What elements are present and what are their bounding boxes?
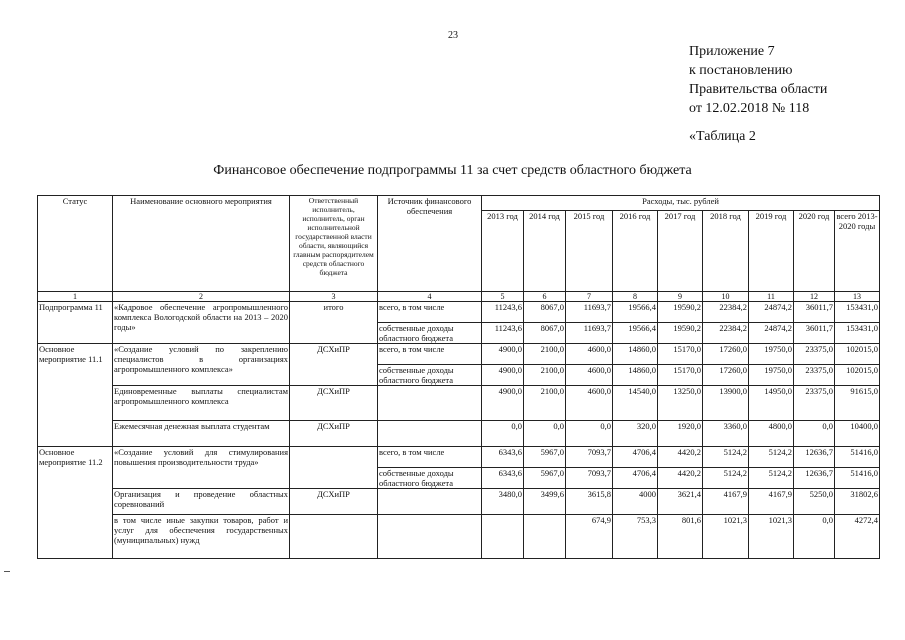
value-cell: 19566,4 (613, 323, 658, 344)
value-cell: 4900,0 (482, 344, 524, 365)
header-year: 2017 год (658, 211, 703, 292)
appendix-line: к постановлению (689, 63, 793, 78)
value-cell: 14860,0 (613, 344, 658, 365)
value-cell: 14540,0 (613, 386, 658, 421)
value-cell: 1021,3 (749, 515, 794, 559)
appendix-line: от 12.02.2018 № 118 (689, 101, 810, 116)
source-cell: всего, в том числе (378, 344, 482, 365)
value-cell: 0,0 (524, 421, 566, 447)
activity-name-cell: Ежемесячная денежная выплата студентам (113, 421, 290, 447)
source-cell: всего, в том числе (378, 302, 482, 323)
source-cell (378, 515, 482, 559)
value-cell: 24874,2 (749, 323, 794, 344)
responsible-cell: ДСХиПР (290, 386, 378, 421)
appendix-line: Правительства области (689, 82, 828, 97)
header-name: Наименование основного мероприятия (113, 196, 290, 292)
value-cell: 3621,4 (658, 489, 703, 515)
column-number: 12 (794, 292, 835, 302)
value-cell: 23375,0 (794, 365, 835, 386)
value-cell: 13250,0 (658, 386, 703, 421)
column-number: 11 (749, 292, 794, 302)
source-cell: собственные доходы областного бюджета (378, 323, 482, 344)
value-cell: 320,0 (613, 421, 658, 447)
value-cell: 23375,0 (794, 386, 835, 421)
total-value-cell: 4272,4 (835, 515, 880, 559)
appendix-line: Приложение 7 (689, 44, 775, 59)
total-value-cell: 51416,0 (835, 447, 880, 468)
value-cell: 14860,0 (613, 365, 658, 386)
responsible-cell: ДСХиПР (290, 344, 378, 386)
value-cell: 5250,0 (794, 489, 835, 515)
value-cell (524, 515, 566, 559)
value-cell: 8067,0 (524, 323, 566, 344)
value-cell: 5967,0 (524, 468, 566, 489)
table-row (38, 515, 880, 559)
header-expenses: Расходы, тыс. рублей (482, 196, 880, 211)
responsible-cell: итого (290, 302, 378, 344)
header-status: Статус (38, 196, 113, 292)
value-cell: 3360,0 (703, 421, 749, 447)
value-cell: 6343,6 (482, 468, 524, 489)
value-cell: 4600,0 (566, 386, 613, 421)
value-cell: 4706,4 (613, 447, 658, 468)
table-row (38, 447, 880, 468)
value-cell: 801,6 (658, 515, 703, 559)
value-cell: 0,0 (482, 421, 524, 447)
value-cell: 36011,7 (794, 302, 835, 323)
column-number: 7 (566, 292, 613, 302)
value-cell: 4600,0 (566, 365, 613, 386)
source-cell (378, 421, 482, 447)
value-cell: 15170,0 (658, 344, 703, 365)
value-cell: 15170,0 (658, 365, 703, 386)
value-cell: 3480,0 (482, 489, 524, 515)
scan-margin-mark (4, 571, 10, 572)
value-cell: 4000 (613, 489, 658, 515)
activity-name-cell: «Создание условий для стимулирования повышения производительности труда» (113, 447, 290, 489)
value-cell: 4800,0 (749, 421, 794, 447)
value-cell: 17260,0 (703, 365, 749, 386)
status-cell: Подпрограмма 11 (38, 302, 113, 344)
column-number: 2 (113, 292, 290, 302)
value-cell: 12636,7 (794, 447, 835, 468)
value-cell: 19590,2 (658, 323, 703, 344)
table-row (38, 344, 880, 365)
source-cell (378, 489, 482, 515)
page-number: 23 (448, 30, 458, 41)
column-number: 10 (703, 292, 749, 302)
total-value-cell: 153431,0 (835, 302, 880, 323)
total-value-cell: 10400,0 (835, 421, 880, 447)
source-cell: всего, в том числе (378, 447, 482, 468)
value-cell: 8067,0 (524, 302, 566, 323)
table-reference: «Таблица 2 (689, 129, 756, 144)
value-cell: 12636,7 (794, 468, 835, 489)
column-number: 5 (482, 292, 524, 302)
value-cell: 3499,6 (524, 489, 566, 515)
responsible-cell (290, 515, 378, 559)
source-cell (378, 386, 482, 421)
value-cell: 19566,4 (613, 302, 658, 323)
value-cell: 2100,0 (524, 365, 566, 386)
table-row (38, 386, 880, 421)
value-cell (482, 515, 524, 559)
column-number: 13 (835, 292, 880, 302)
financing-table (37, 195, 880, 559)
total-value-cell: 31802,6 (835, 489, 880, 515)
value-cell: 1021,3 (703, 515, 749, 559)
header-year: 2013 год (482, 211, 524, 292)
value-cell: 4900,0 (482, 386, 524, 421)
header-year: 2015 год (566, 211, 613, 292)
value-cell: 36011,7 (794, 323, 835, 344)
responsible-cell: ДСХиПР (290, 489, 378, 515)
value-cell: 13900,0 (703, 386, 749, 421)
value-cell: 674,9 (566, 515, 613, 559)
value-cell: 1920,0 (658, 421, 703, 447)
value-cell: 11693,7 (566, 302, 613, 323)
value-cell: 19590,2 (658, 302, 703, 323)
activity-name-cell: «Создание условий по закреплению специалистов в организациях агропромышленного комплекса» (113, 344, 290, 386)
value-cell: 753,3 (613, 515, 658, 559)
value-cell: 5124,2 (703, 468, 749, 489)
header-year: 2020 год (794, 211, 835, 292)
value-cell: 4167,9 (749, 489, 794, 515)
value-cell: 11243,6 (482, 302, 524, 323)
value-cell: 3615,8 (566, 489, 613, 515)
column-number: 8 (613, 292, 658, 302)
status-cell: Основное мероприятие 11.1 (38, 344, 113, 447)
value-cell: 24874,2 (749, 302, 794, 323)
column-number: 6 (524, 292, 566, 302)
status-cell: Основное мероприятие 11.2 (38, 447, 113, 559)
value-cell: 22384,2 (703, 323, 749, 344)
header-year: 2014 год (524, 211, 566, 292)
table-row (38, 489, 880, 515)
value-cell: 19750,0 (749, 365, 794, 386)
value-cell: 7093,7 (566, 468, 613, 489)
value-cell: 4706,4 (613, 468, 658, 489)
table-row (38, 302, 880, 323)
header-year-total: всего 2013-2020 годы (835, 211, 880, 292)
value-cell: 0,0 (794, 515, 835, 559)
value-cell: 23375,0 (794, 344, 835, 365)
value-cell: 0,0 (794, 421, 835, 447)
column-number: 9 (658, 292, 703, 302)
value-cell: 2100,0 (524, 386, 566, 421)
source-cell: собственные доходы областного бюджета (378, 468, 482, 489)
value-cell: 4420,2 (658, 468, 703, 489)
total-value-cell: 51416,0 (835, 468, 880, 489)
value-cell: 4420,2 (658, 447, 703, 468)
source-cell: собственные доходы областного бюджета (378, 365, 482, 386)
value-cell: 17260,0 (703, 344, 749, 365)
value-cell: 19750,0 (749, 344, 794, 365)
value-cell: 4900,0 (482, 365, 524, 386)
value-cell: 2100,0 (524, 344, 566, 365)
header-year: 2018 год (703, 211, 749, 292)
value-cell: 7093,7 (566, 447, 613, 468)
value-cell: 22384,2 (703, 302, 749, 323)
total-value-cell: 102015,0 (835, 344, 880, 365)
activity-name-cell: «Кадровое обеспечение агропромышленного комплекса Вологодской области на 2013 – 2020 годы» (113, 302, 290, 344)
responsible-cell: ДСХиПР (290, 421, 378, 447)
value-cell: 0,0 (566, 421, 613, 447)
column-number: 3 (290, 292, 378, 302)
value-cell: 4600,0 (566, 344, 613, 365)
activity-name-cell: в том числе иные закупки товаров, работ и услуг для обеспечения государственных (муниципальных) нужд (113, 515, 290, 559)
value-cell: 5124,2 (703, 447, 749, 468)
header-responsible: Ответственный исполнитель, исполнитель, орган исполнительной государственной власти области, являющийся главным распорядителем средств областного бюджета (290, 196, 378, 292)
total-value-cell: 153431,0 (835, 323, 880, 344)
total-value-cell: 91615,0 (835, 386, 880, 421)
document-title: Финансовое обеспечение подпрограммы 11 за счет средств областного бюджета (213, 163, 692, 178)
value-cell: 5967,0 (524, 447, 566, 468)
column-number: 1 (38, 292, 113, 302)
activity-name-cell: Единовременные выплаты специалистам агропромышленного комплекса (113, 386, 290, 421)
responsible-cell (290, 447, 378, 489)
appendix-block (689, 42, 827, 118)
value-cell: 11243,6 (482, 323, 524, 344)
value-cell: 5124,2 (749, 468, 794, 489)
value-cell: 5124,2 (749, 447, 794, 468)
value-cell: 11693,7 (566, 323, 613, 344)
header-year: 2016 год (613, 211, 658, 292)
value-cell: 14950,0 (749, 386, 794, 421)
header-year: 2019 год (749, 211, 794, 292)
column-number: 4 (378, 292, 482, 302)
activity-name-cell: Организация и проведение областных соревнований (113, 489, 290, 515)
total-value-cell: 102015,0 (835, 365, 880, 386)
header-source: Источник финансового обеспечения (378, 196, 482, 292)
value-cell: 4167,9 (703, 489, 749, 515)
table-row (38, 421, 880, 447)
value-cell: 6343,6 (482, 447, 524, 468)
